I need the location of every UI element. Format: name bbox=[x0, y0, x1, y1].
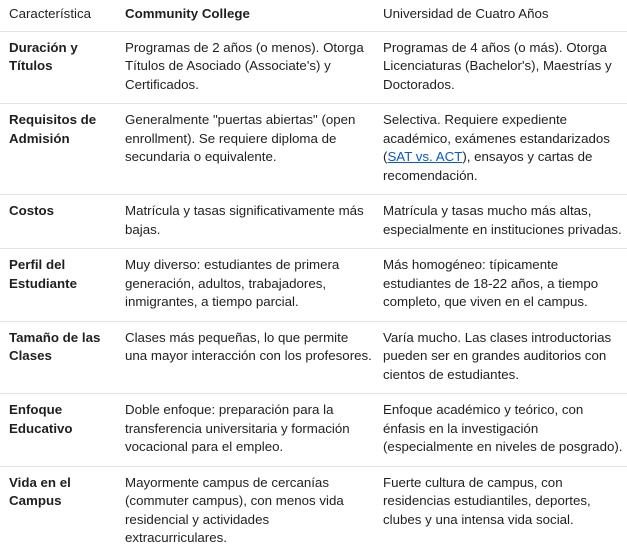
header-feature: Característica bbox=[0, 0, 116, 31]
row-community-college-cell: Programas de 2 años (o menos). Otorga Títulos de Asociado (Associate's) y Certificados. bbox=[116, 31, 374, 104]
header-community-college: Community College bbox=[116, 0, 374, 31]
row-university-cell: Más homogéneo: típicamente estudiantes de 18-22 años, a tiempo completo, que viven en el campus. bbox=[374, 249, 627, 322]
table-row bbox=[0, 394, 627, 467]
row-university-cell: Enfoque académico y teórico, con énfasis en la investigación (especialmente en niveles de posgrado). bbox=[374, 394, 627, 467]
row-community-college-cell: Matrícula y tasas significativamente más bajas. bbox=[116, 195, 374, 249]
table-row bbox=[0, 31, 627, 104]
table-row bbox=[0, 466, 627, 557]
row-feature: Duración y Títulos bbox=[0, 31, 116, 104]
row-community-college-cell: Doble enfoque: preparación para la transferencia universitaria y formación vocacional para el empleo. bbox=[116, 394, 374, 467]
row-university-cell: Programas de 4 años (o más). Otorga Licenciaturas (Bachelor's), Maestrías y Doctorados. bbox=[374, 31, 627, 104]
table-row bbox=[0, 195, 627, 249]
cell-text: Selectiva. Requiere expediente académico, exámenes estandarizados ( bbox=[383, 112, 610, 164]
row-feature: Tamaño de las Clases bbox=[0, 321, 116, 394]
row-community-college-cell: Clases más pequeñas, lo que permite una mayor interacción con los profesores. bbox=[116, 321, 374, 394]
table-row bbox=[0, 104, 627, 195]
row-feature: Enfoque Educativo bbox=[0, 394, 116, 467]
row-university-cell bbox=[374, 104, 627, 195]
row-university-cell: Matrícula y tasas mucho más altas, especialmente en instituciones privadas. bbox=[374, 195, 627, 249]
row-university-cell: Varía mucho. Las clases introductorias pueden ser en grandes auditorios con cientos de estudiantes. bbox=[374, 321, 627, 394]
row-university-cell: Fuerte cultura de campus, con residencias estudiantiles, deportes, clubes y una intensa vida social. bbox=[383, 474, 591, 527]
cell-text: ), ensayos y cartas de recomendación. bbox=[383, 149, 593, 183]
row-feature: Perfil del Estudiante bbox=[0, 249, 116, 322]
row-community-college-cell: Generalmente "puertas abiertas" (open enrollment). Se requiere diploma de secundaria o equivalente. bbox=[116, 104, 374, 195]
header-row bbox=[0, 0, 627, 31]
sat-vs-act-link[interactable]: SAT vs. ACT bbox=[387, 149, 463, 164]
table-row bbox=[0, 321, 627, 394]
table-row bbox=[0, 249, 627, 322]
row-community-college-cell: Muy diverso: estudiantes de primera generación, adultos, trabajadores, inmigrantes, a tiempo parcial. bbox=[116, 249, 374, 322]
header-university: Universidad de Cuatro Años bbox=[374, 0, 627, 31]
row-feature: Costos bbox=[0, 195, 116, 249]
row-feature: Requisitos de Admisión bbox=[0, 104, 116, 195]
row-community-college-cell: Mayormente campus de cercanías (commuter campus), con menos vida residencial y actividades extracurriculares. bbox=[125, 474, 344, 545]
row-feature: Vida en el Campus bbox=[9, 474, 71, 508]
